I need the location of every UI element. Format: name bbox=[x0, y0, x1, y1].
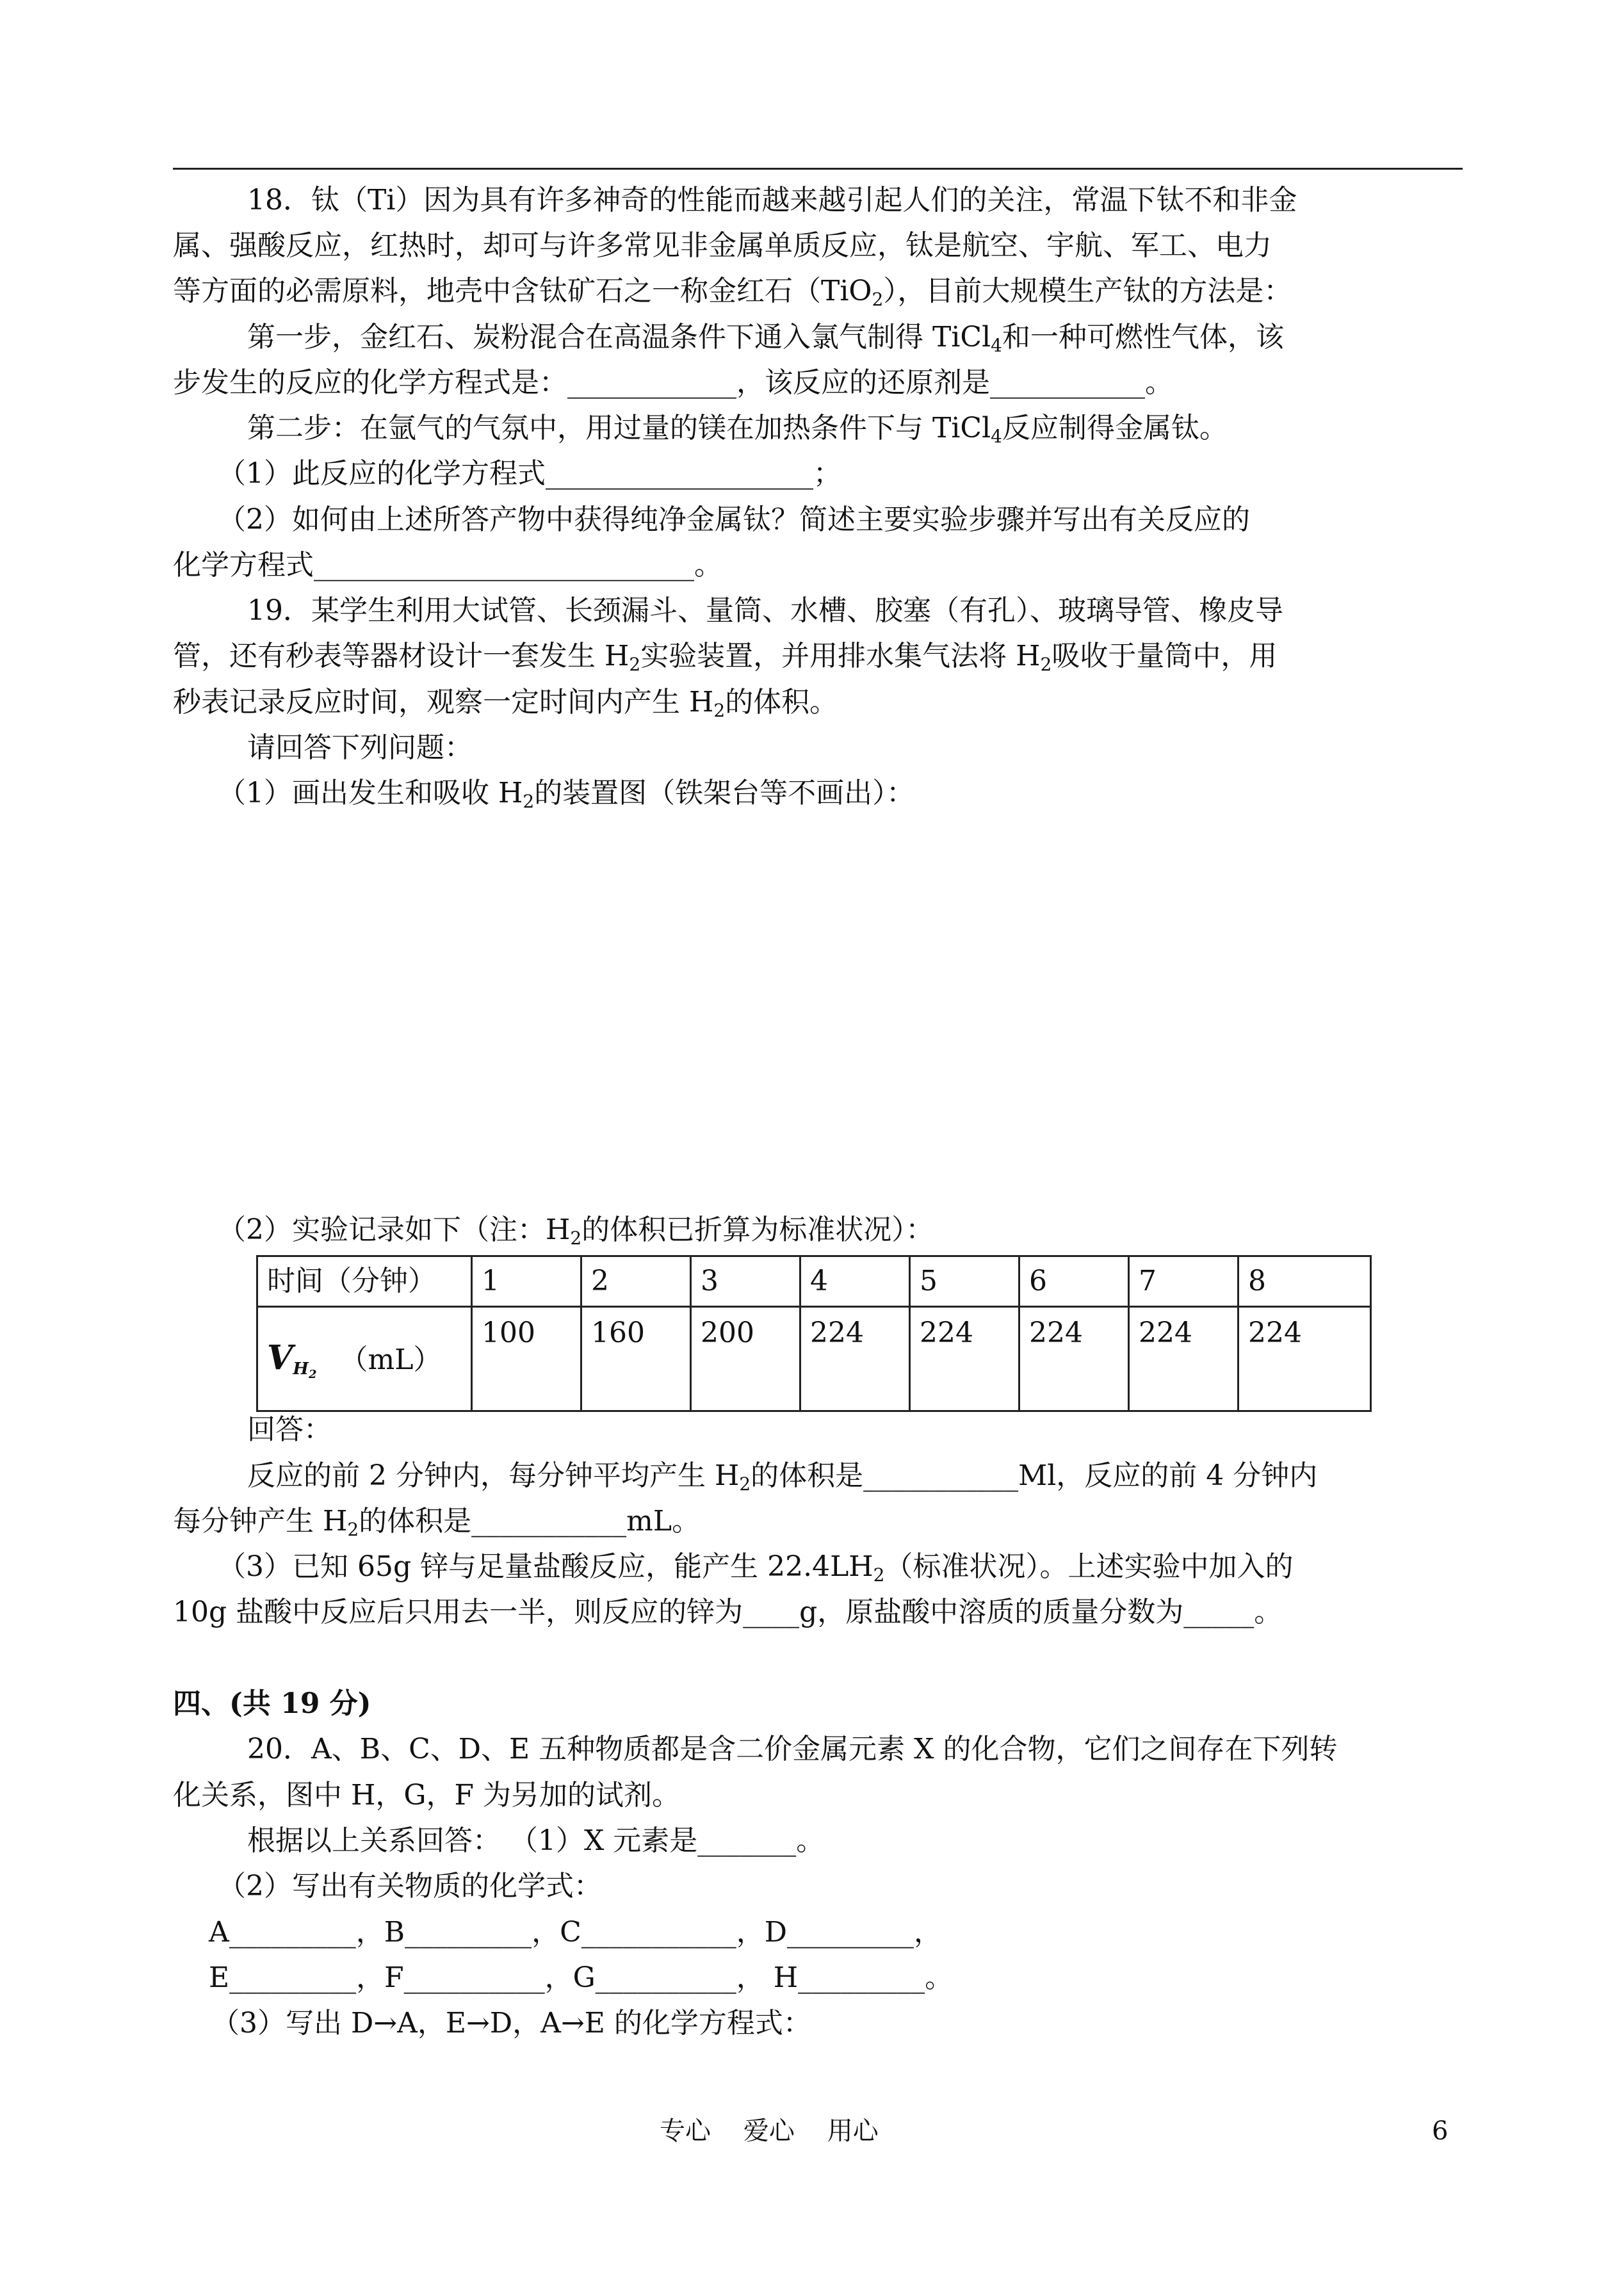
volume-header-cell: $V_{H_2}$ （mL） bbox=[257, 1307, 472, 1411]
q20-line-7: （3）写出 D→A，E→D，A→E 的化学方程式： bbox=[211, 2007, 811, 2040]
q18-line-3: 等方面的必需原料，地壳中含钛矿石之一称金红石（TiO$_2$），目前大规模生产钛的方法是： bbox=[173, 275, 1292, 310]
q19-line-1: 19．某学生利用大试管、长颈漏斗、量筒、水槽、胶塞（有孔）、玻璃导管、橡皮导 bbox=[247, 594, 1283, 627]
page-number: 6 bbox=[1432, 2116, 1449, 2146]
q19-part3-line2: 10g 盐酸中反应后只用去一半，则反应的锌为____g，原盐酸中溶质的质量分数为_____。 bbox=[173, 1596, 1283, 1628]
volume-cell: 100 bbox=[472, 1307, 581, 1411]
footer-motto: 专心 爱心 用心 bbox=[660, 2116, 879, 2146]
time-cell: 3 bbox=[691, 1256, 800, 1307]
q18-line-2: 属、强酸反应，红热时，却可与许多常见非金属单质反应，钛是航空、宇航、军工、电力 bbox=[173, 229, 1272, 262]
q20-line-6: E_________，F__________，G__________， H_________。 bbox=[209, 1961, 954, 1994]
time-cell: 2 bbox=[581, 1256, 691, 1307]
q19-part2: （2）实验记录如下（注：$H_2$的体积已折算为标准状况）： bbox=[218, 1213, 934, 1249]
q20-line-4: （2）写出有关物质的化学式： bbox=[218, 1870, 602, 1902]
q19-part1: （1）画出发生和吸收 $H_2$的装置图（铁架台等不画出）： bbox=[218, 777, 915, 812]
q18-sub1: （1）此反应的化学方程式___________________； bbox=[218, 457, 841, 490]
volume-cell: 200 bbox=[691, 1307, 800, 1411]
q20-line-3: 根据以上关系回答： （1）X 元素是_______。 bbox=[247, 1824, 825, 1857]
time-header-cell: 时间（分钟） bbox=[257, 1256, 472, 1307]
q19-line-2: 管，还有秒表等器材设计一套发生 $H_2$实验装置，并用排水集气法将 $H_2$吸收于量筒中，用 bbox=[173, 640, 1278, 675]
q18-step1: 第一步，金红石、炭粉混合在高温条件下通入氯气制得 TiCl$_4$和一种可燃性气体，该 bbox=[247, 321, 1284, 356]
q20-line-5: A_________，B_________，C___________，D_________， bbox=[209, 1916, 943, 1949]
time-cell: 1 bbox=[472, 1256, 581, 1307]
volume-cell: 224 bbox=[800, 1307, 910, 1411]
section-heading: 四、(共 19 分) bbox=[173, 1687, 371, 1720]
time-cell: 8 bbox=[1238, 1256, 1371, 1307]
volume-cell: 224 bbox=[910, 1307, 1019, 1411]
time-cell: 6 bbox=[1019, 1256, 1129, 1307]
q19-line-3: 秒表记录反应时间，观察一定时间内产生 $H_2$的体积。 bbox=[173, 686, 838, 721]
volume-cell: 160 bbox=[581, 1307, 691, 1411]
header-rule bbox=[173, 168, 1463, 170]
volume-cell: 224 bbox=[1238, 1307, 1371, 1411]
table-row-volume bbox=[257, 1307, 1371, 1411]
q19-part3: （3）已知 65g 锌与足量盐酸反应，能产生 $22.4LH_2$（标准状况）。上述实验中加入的 bbox=[218, 1550, 1294, 1585]
table-row-time bbox=[257, 1256, 1371, 1307]
q20-line-1: 20．A、B、C、D、E 五种物质都是含二价金属元素 X 的化合物，它们之间存在下列转 bbox=[247, 1733, 1338, 1765]
q19-answer-1: 反应的前 2 分钟内，每分钟平均产生 $H_2$的体积是___________Ml，反应的前 4 分钟内 bbox=[247, 1459, 1318, 1495]
q18-sub2: （2）如何由上述所答产物中获得纯净金属钛？简述主要实验步骤并写出有关反应的 bbox=[218, 503, 1250, 536]
q18-step2: 第二步：在氩气的气氛中，用过量的镁在加热条件下与 TiCl$_4$反应制得金属钛。 bbox=[247, 412, 1228, 447]
q19-answer-label: 回答： bbox=[247, 1413, 332, 1446]
q19-answer-2: 每分钟产生 $H_2$的体积是___________mL。 bbox=[173, 1505, 701, 1540]
time-cell: 7 bbox=[1129, 1256, 1238, 1307]
experiment-record-table bbox=[256, 1255, 1372, 1412]
q18-step1-line2: 步发生的反应的化学方程式是：____________，该反应的还原剂是___________。 bbox=[173, 366, 1173, 399]
time-cell: 5 bbox=[910, 1256, 1019, 1307]
q20-line-2: 化关系，图中 H，G，F 为另加的试剂。 bbox=[173, 1779, 681, 1812]
q19-prompt: 请回答下列问题： bbox=[247, 731, 473, 764]
q18-line-1: 18．钛（Ti）因为具有许多神奇的性能而越来越引起人们的关注，常温下钛不和非金 bbox=[247, 184, 1297, 216]
time-cell: 4 bbox=[800, 1256, 910, 1307]
q18-sub2-line2: 化学方程式___________________________。 bbox=[173, 549, 722, 581]
volume-cell: 224 bbox=[1129, 1307, 1238, 1411]
volume-cell: 224 bbox=[1019, 1307, 1129, 1411]
